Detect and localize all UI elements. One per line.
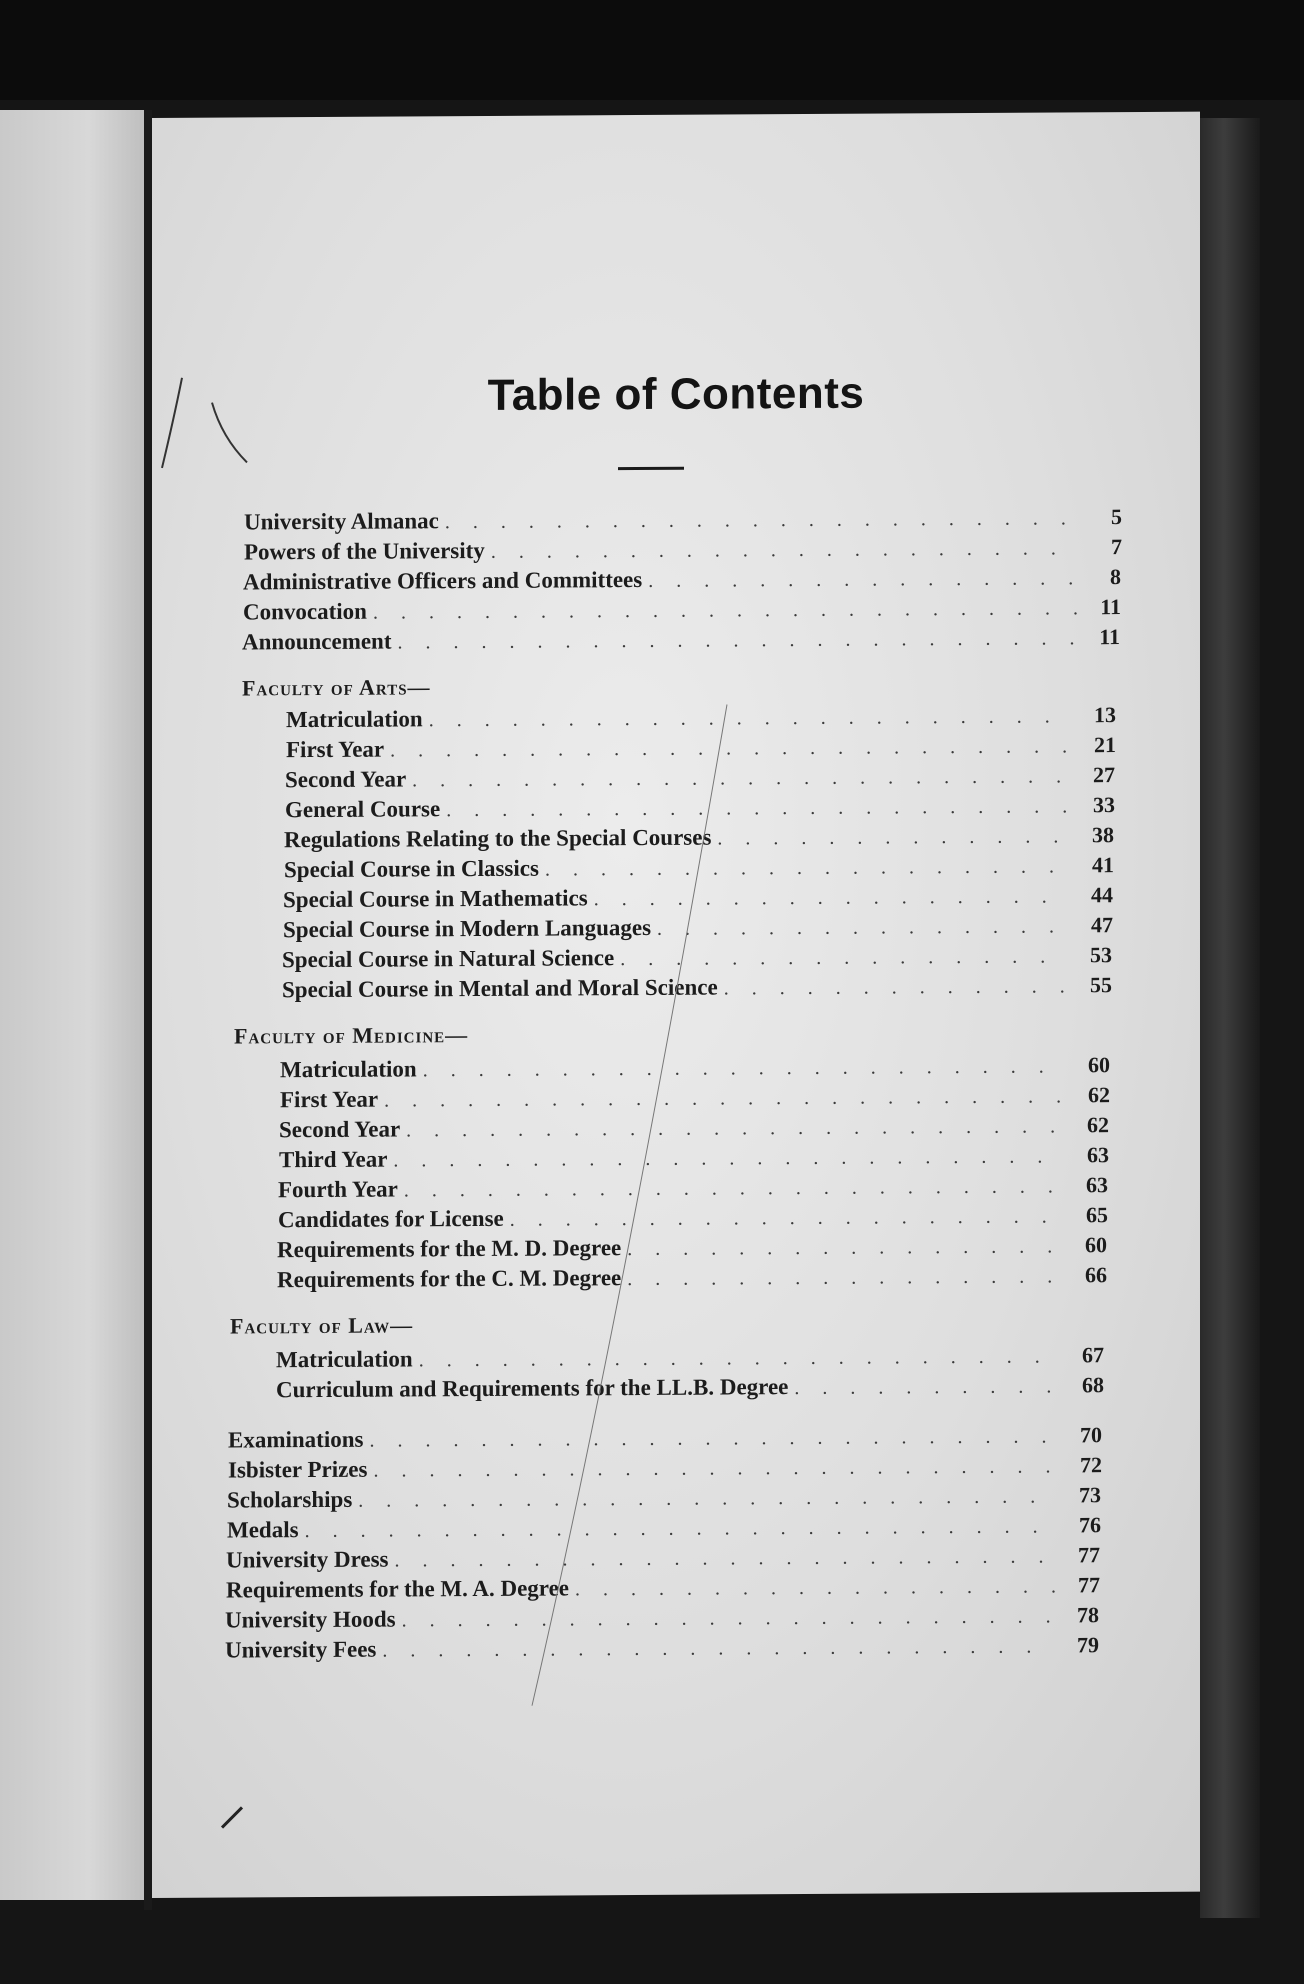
entry-page: 78: [1077, 1602, 1099, 1628]
entry-label: Fourth Year: [278, 1176, 398, 1203]
entry-label: Administrative Officers and Committees: [243, 567, 643, 595]
entry-page: 62: [1088, 1082, 1110, 1108]
entry-page: 5: [1111, 504, 1122, 530]
entry-label: Second Year: [285, 766, 407, 793]
entry-page: 79: [1077, 1632, 1099, 1658]
entry-page: 77: [1078, 1542, 1100, 1568]
facing-page-edge: [0, 110, 148, 1900]
entry-page: 60: [1088, 1052, 1110, 1078]
entry-label: Special Course in Mathematics: [283, 885, 588, 913]
entry-label: First Year: [280, 1086, 379, 1113]
entry-page: 27: [1093, 762, 1115, 788]
book-gutter: [144, 110, 152, 1910]
entry-page: 7: [1111, 534, 1122, 560]
entry-label: Curriculum and Requirements for the LL.B. Degree: [276, 1374, 789, 1403]
entry-page: 44: [1091, 882, 1113, 908]
entry-page: 13: [1094, 702, 1116, 728]
entry-label: Candidates for License: [278, 1205, 504, 1233]
entry-page: 41: [1092, 852, 1114, 878]
entry-label: Regulations Relating to the Special Courses: [284, 824, 712, 853]
entry-page: 53: [1090, 942, 1112, 968]
entry-page: 55: [1090, 972, 1112, 998]
entry-label: University Hoods: [225, 1606, 396, 1633]
contents-page: [152, 112, 1200, 1898]
entry-page: 33: [1093, 792, 1115, 818]
entry-page: 38: [1092, 822, 1114, 848]
entry-label: Matriculation: [276, 1346, 413, 1373]
page-stack-edge: [1200, 118, 1260, 1918]
entry-label: Special Course in Classics: [284, 855, 539, 883]
entry-label: Matriculation: [280, 1056, 417, 1083]
entry-page: 73: [1079, 1482, 1101, 1508]
entry-label: Powers of the University: [244, 537, 485, 565]
scan-scratches: [152, 112, 1200, 1898]
entry-page: 47: [1091, 912, 1113, 938]
entry-label: Examinations: [228, 1426, 364, 1453]
entry-label: Third Year: [279, 1146, 388, 1173]
entry-label: Second Year: [279, 1116, 401, 1143]
entry-page: 11: [1099, 624, 1120, 650]
entry-label: Announcement: [242, 628, 392, 655]
entry-page: 11: [1100, 594, 1121, 620]
entry-page: 77: [1078, 1572, 1100, 1598]
entry-label: General Course: [285, 796, 441, 823]
entry-page: 8: [1110, 564, 1121, 590]
entry-label: Requirements for the M. A. Degree: [226, 1575, 570, 1603]
entry-label: Matriculation: [286, 706, 423, 733]
entry-page: 60: [1085, 1232, 1107, 1258]
entry-page: 70: [1080, 1422, 1102, 1448]
entry-label: Medals: [227, 1517, 299, 1543]
entry-page: 63: [1086, 1172, 1108, 1198]
entry-label: Special Course in Mental and Moral Science: [282, 974, 718, 1003]
entry-label: Convocation: [243, 598, 367, 625]
entry-label: Special Course in Modern Languages: [283, 914, 652, 943]
entry-page: 66: [1085, 1262, 1107, 1288]
entry-label: Requirements for the C. M. Degree: [277, 1265, 622, 1293]
entry-page: 63: [1087, 1142, 1109, 1168]
entry-label: Isbister Prizes: [228, 1456, 368, 1483]
entry-page: 62: [1087, 1112, 1109, 1138]
entry-label: University Fees: [225, 1636, 377, 1663]
entry-label: Special Course in Natural Science: [282, 945, 615, 973]
entry-label: Scholarships: [227, 1486, 353, 1513]
section-heading-medicine: Faculty of Medicine—: [234, 1022, 469, 1049]
entry-page: 21: [1094, 732, 1116, 758]
entry-page: 72: [1080, 1452, 1102, 1478]
entry-page: 67: [1082, 1342, 1104, 1368]
section-heading-law: Faculty of Law—: [230, 1312, 414, 1339]
entry-label: University Almanac: [244, 508, 439, 535]
entry-page: 65: [1086, 1202, 1108, 1228]
entry-label: University Dress: [226, 1546, 389, 1573]
page-title: Table of Contents: [487, 368, 865, 420]
entry-page: 68: [1082, 1372, 1104, 1398]
entry-label: Requirements for the M. D. Degree: [277, 1235, 622, 1263]
section-heading-arts: Faculty of Arts—: [242, 674, 431, 701]
entry-label: First Year: [286, 736, 385, 763]
entry-page: 76: [1079, 1512, 1101, 1538]
